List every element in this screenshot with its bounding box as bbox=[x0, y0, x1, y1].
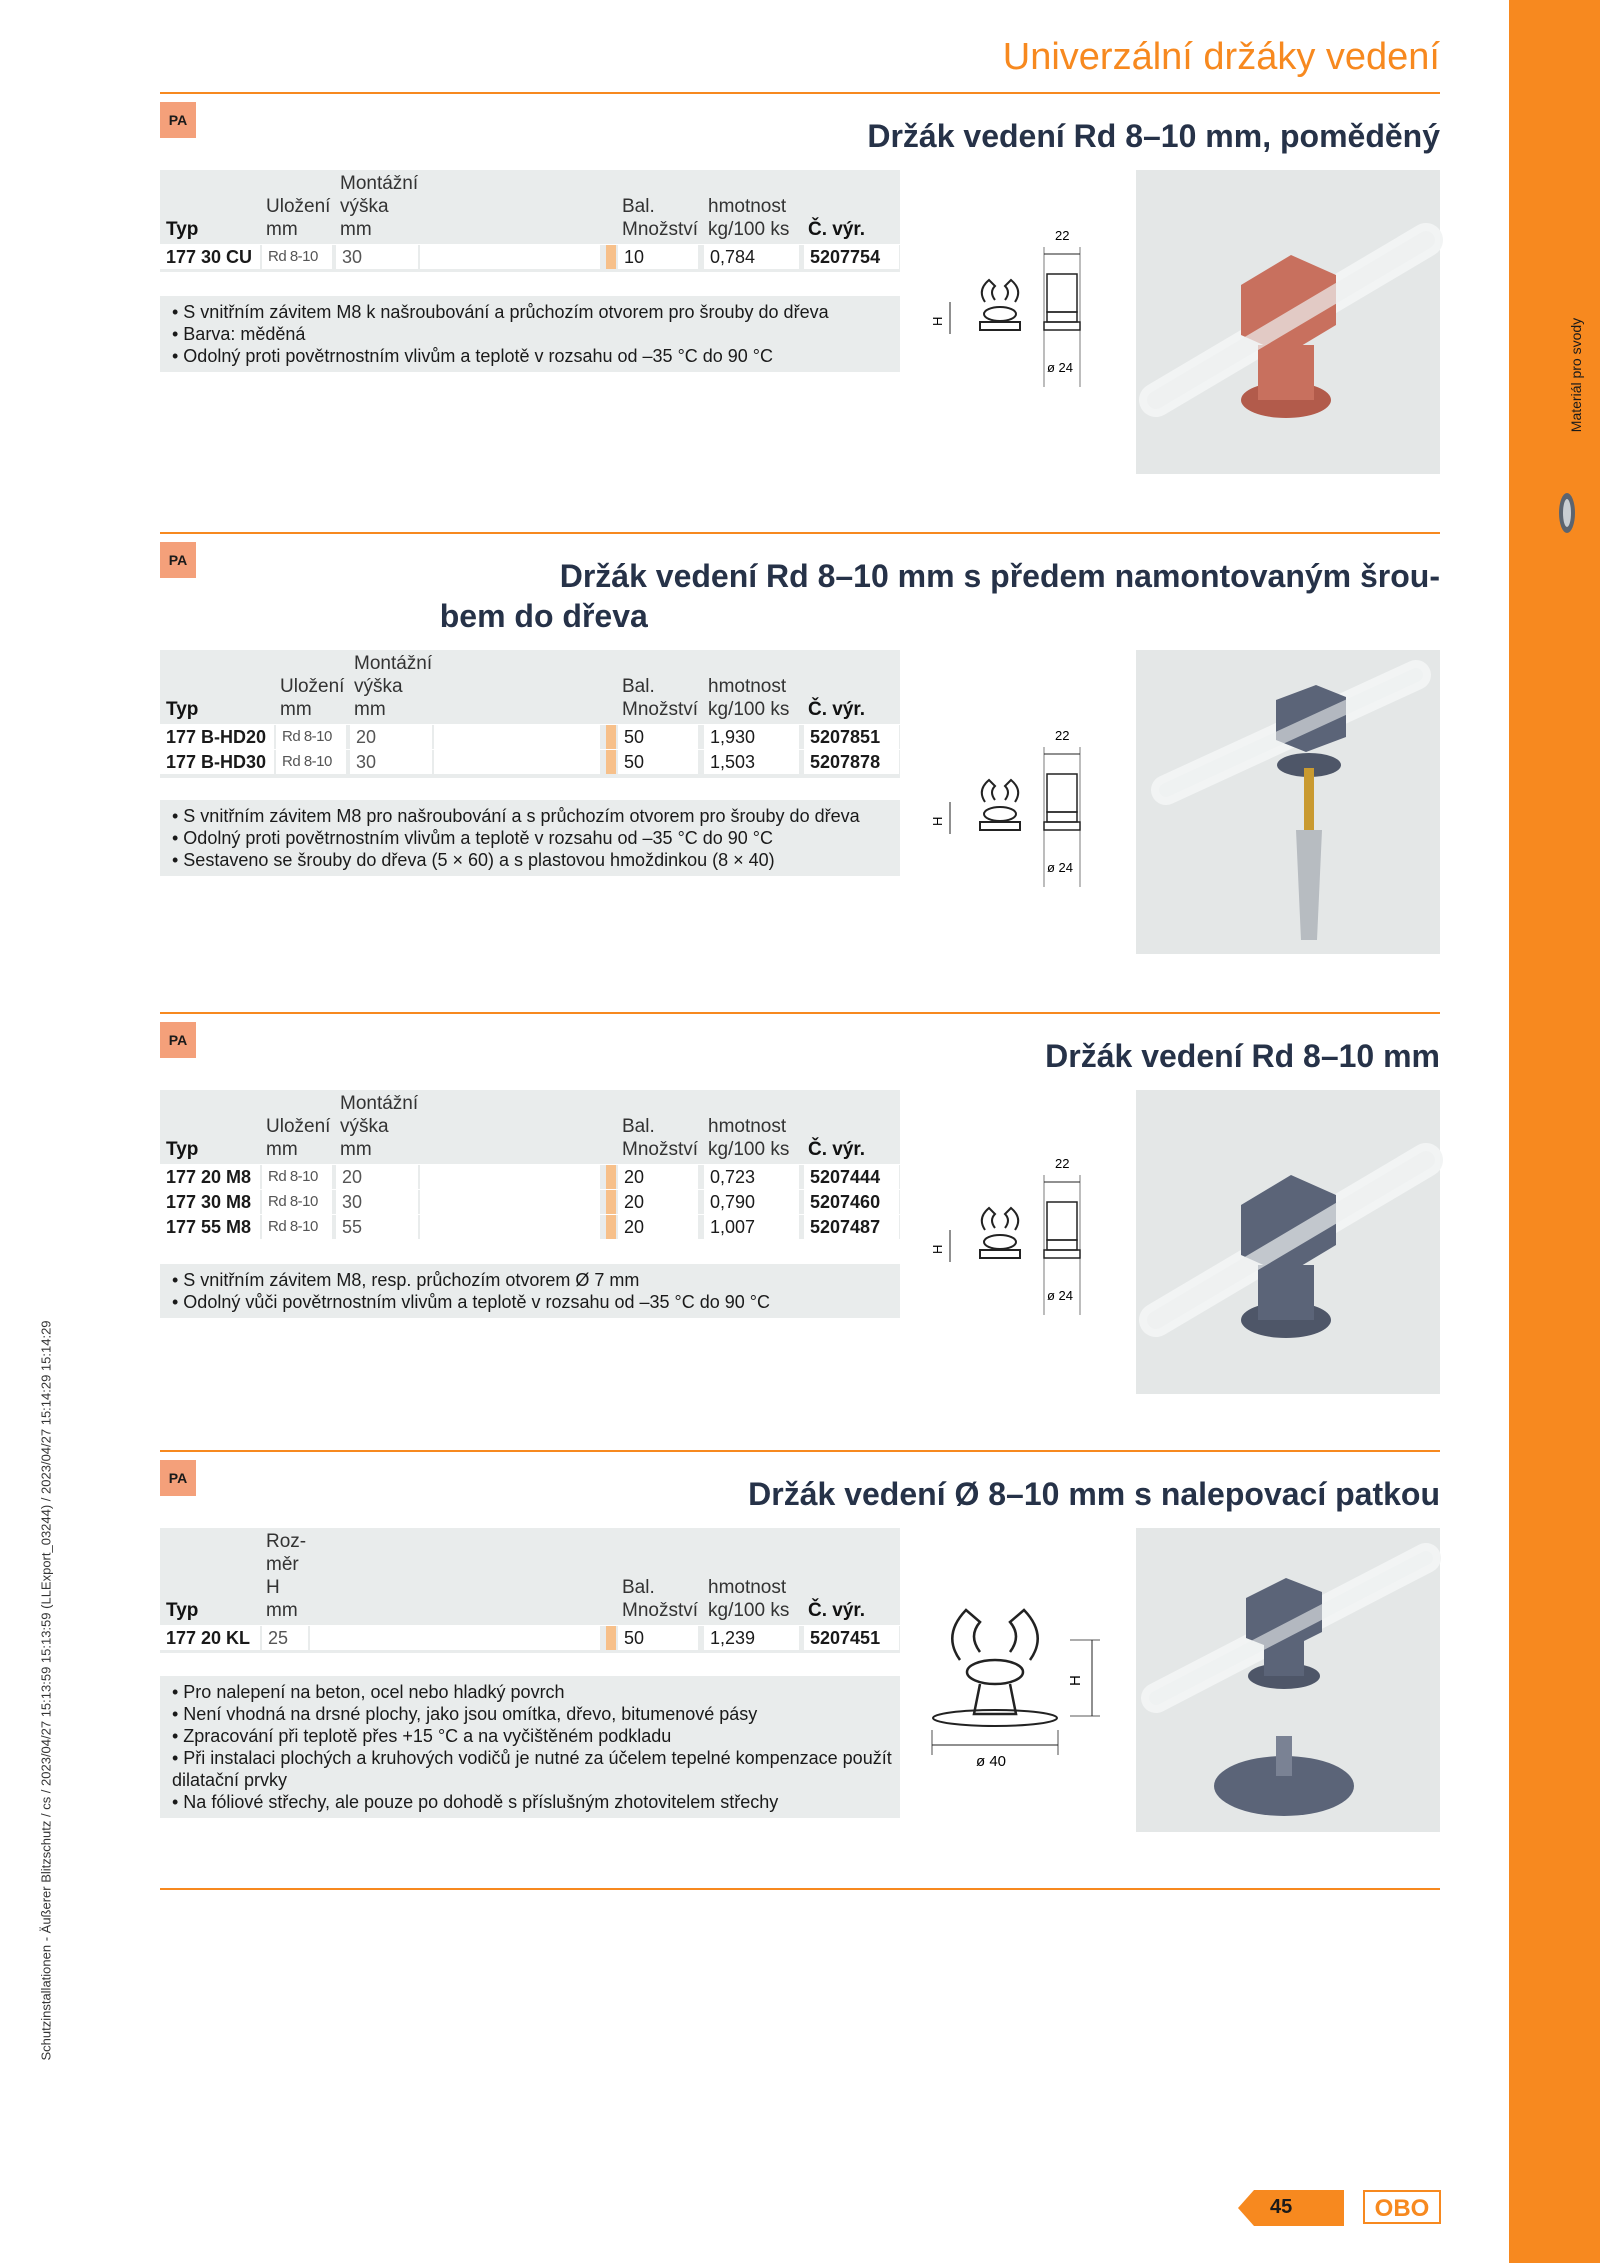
cell-montazni: 55 bbox=[336, 1215, 418, 1239]
col-header-typ: Typ bbox=[166, 699, 199, 720]
cell-marker bbox=[606, 750, 616, 774]
col-header-hmotnost-unit: kg/100 ks bbox=[708, 1139, 790, 1160]
product-photo bbox=[1136, 1090, 1440, 1394]
divider bbox=[160, 1012, 1440, 1014]
cell-blank bbox=[420, 1165, 600, 1189]
table-row bbox=[160, 1189, 900, 1214]
product-photo bbox=[1136, 1528, 1440, 1832]
cell-marker bbox=[606, 1215, 616, 1239]
col-header-montazni: Montážní bbox=[340, 173, 419, 194]
notes-box bbox=[160, 1676, 900, 1818]
product-photo bbox=[1136, 650, 1440, 954]
cell-cvyr: 5207444 bbox=[804, 1165, 899, 1189]
product-table bbox=[160, 650, 900, 778]
col-header-ulozeni-unit: mm bbox=[266, 219, 298, 240]
col-header-cvyr: Č. výr. bbox=[808, 1139, 866, 1160]
cell-typ: 177 55 M8 bbox=[160, 1215, 260, 1239]
note-line: • S vnitřním závitem M8, resp. průchozím otvorem Ø 7 mm bbox=[172, 1270, 640, 1290]
material-badge: PA bbox=[160, 1022, 196, 1058]
col-header-bal: Bal. bbox=[622, 1577, 655, 1598]
cell-montazni: 30 bbox=[336, 1190, 418, 1214]
material-badge: PA bbox=[160, 542, 196, 578]
note-line: • Barva: měděná bbox=[172, 324, 306, 344]
page-number: 45 bbox=[1270, 2196, 1293, 2218]
cell-mnozstvi: 20 bbox=[618, 1190, 698, 1214]
cell-hmotnost: 1,930 bbox=[704, 725, 799, 749]
divider bbox=[160, 532, 1440, 534]
material-badge: PA bbox=[160, 102, 196, 138]
cell-marker bbox=[606, 725, 616, 749]
col-header-bal: Bal. bbox=[622, 676, 655, 697]
divider bbox=[160, 1888, 1440, 1890]
col-header-typ: Typ bbox=[166, 219, 199, 240]
section-title: Držák vedení Ø 8–10 mm s nalepovací patkou bbox=[748, 1476, 1440, 1512]
cell-cvyr: 5207878 bbox=[804, 750, 899, 774]
cell-blank bbox=[420, 1215, 600, 1239]
cell-ulozeni: Rd 8-10 bbox=[262, 1165, 332, 1189]
section-title: Držák vedení Rd 8–10 mm, poměděný bbox=[867, 118, 1440, 154]
col-header-hmotnost-unit: kg/100 ks bbox=[708, 699, 790, 720]
cell-typ: 177 20 KL bbox=[160, 1626, 260, 1650]
cell-hmotnost: 1,503 bbox=[704, 750, 799, 774]
dim-diameter-label: ø 24 bbox=[1047, 360, 1074, 375]
dim-h-label: H bbox=[930, 816, 945, 826]
section-title-line: bem do dřeva bbox=[439, 598, 648, 634]
print-metadata: Schutzinstallationen - Äußerer Blitzschutz / cs / 2023/04/27 15:13:59 15:13:59 (LLExport_03244) / 2023/04/27 15:14:29 15:14:29 bbox=[38, 1319, 54, 2061]
note-line: • S vnitřním závitem M8 k našroubování a průchozím otvorem pro šrouby do dřeva bbox=[172, 302, 829, 322]
conductor-holder-icon bbox=[1556, 490, 1578, 536]
col-header-rozmer: Roz- bbox=[266, 1531, 307, 1552]
cell-mnozstvi: 50 bbox=[618, 750, 698, 774]
table-row bbox=[160, 1214, 900, 1239]
cell-typ: 177 B-HD20 bbox=[160, 725, 274, 749]
technical-drawing bbox=[930, 228, 1130, 392]
table-row bbox=[160, 1625, 900, 1650]
section-title-line: Držák vedení Rd 8–10 mm s předem namontovaným šrou- bbox=[559, 558, 1440, 594]
col-header-typ: Typ bbox=[166, 1600, 199, 1621]
cell-mnozstvi: 10 bbox=[618, 245, 698, 269]
note-line: • Odolný proti povětrnostním vlivům a teplotě v rozsahu od –35 °C do 90 °C bbox=[172, 828, 774, 848]
table-row bbox=[160, 724, 900, 749]
notes-box bbox=[160, 296, 900, 372]
note-line: • Při instalaci plochých a kruhových vodičů je nutné za účelem tepelné kompenzace použít bbox=[172, 1748, 892, 1768]
cell-rozmer: 25 bbox=[262, 1626, 308, 1650]
col-header-rozmer-unit: mm bbox=[266, 1600, 298, 1621]
col-header-montazni-unit: mm bbox=[340, 219, 372, 240]
cell-typ: 177 30 M8 bbox=[160, 1190, 260, 1214]
col-header-ulozeni: Uložení bbox=[266, 1116, 331, 1137]
dim-width-label: 22 bbox=[1055, 728, 1070, 743]
col-header-bal: Bal. bbox=[622, 1116, 655, 1137]
product-section-2 bbox=[160, 542, 1440, 982]
cell-cvyr: 5207460 bbox=[804, 1190, 899, 1214]
col-header-rozmer: měr bbox=[266, 1554, 299, 1575]
cell-typ: 177 B-HD30 bbox=[160, 750, 274, 774]
col-header-montazni: Montážní bbox=[354, 653, 433, 674]
col-header-mnozstvi: Množství bbox=[622, 1139, 699, 1160]
note-line: • S vnitřním závitem M8 pro našroubování a s průchozím otvorem pro šrouby do dřeva bbox=[172, 806, 860, 826]
col-header-cvyr: Č. výr. bbox=[808, 1600, 866, 1621]
col-header-ulozeni-unit: mm bbox=[266, 1139, 298, 1160]
dim-h-label: H bbox=[930, 316, 945, 326]
col-header-ulozeni-unit: mm bbox=[280, 699, 312, 720]
side-category-label: Materiál pro svody bbox=[1568, 317, 1585, 433]
table-row bbox=[160, 1164, 900, 1189]
col-header-mnozstvi: Množství bbox=[622, 1600, 699, 1621]
obo-logo bbox=[1363, 2190, 1441, 2224]
col-header-mnozstvi: Množství bbox=[622, 219, 699, 240]
side-orange-bar bbox=[1509, 0, 1600, 2263]
note-line: • Na fóliové střechy, ale pouze po dohodě s příslušným zhotovitelem střechy bbox=[172, 1792, 779, 1812]
cell-hmotnost: 1,007 bbox=[704, 1215, 799, 1239]
technical-drawing bbox=[930, 1156, 1130, 1320]
col-header-bal: Bal. bbox=[622, 196, 655, 217]
dim-diameter-label: ø 24 bbox=[1047, 860, 1074, 875]
cell-blank bbox=[310, 1626, 600, 1650]
product-table bbox=[160, 1528, 900, 1653]
dim-h-label: H bbox=[1067, 1675, 1084, 1686]
col-header-cvyr: Č. výr. bbox=[808, 699, 866, 720]
section-title: Držák vedení Rd 8–10 mm bbox=[1045, 1038, 1440, 1074]
col-header-hmotnost: hmotnost bbox=[708, 196, 787, 217]
product-section-3 bbox=[160, 1022, 1440, 1422]
product-photo bbox=[1136, 170, 1440, 474]
col-header-hmotnost-unit: kg/100 ks bbox=[708, 219, 790, 240]
cell-blank bbox=[434, 750, 600, 774]
cell-cvyr: 5207851 bbox=[804, 725, 899, 749]
cell-marker bbox=[606, 1190, 616, 1214]
col-header-montazni-unit: mm bbox=[340, 1139, 372, 1160]
col-header-hmotnost: hmotnost bbox=[708, 1116, 787, 1137]
dim-width-label: 22 bbox=[1055, 228, 1070, 243]
col-header-typ: Typ bbox=[166, 1139, 199, 1160]
col-header-montazni-unit: mm bbox=[354, 699, 386, 720]
product-table bbox=[160, 170, 900, 272]
cell-montazni: 20 bbox=[350, 725, 432, 749]
dim-diameter-label: ø 24 bbox=[1047, 1288, 1074, 1303]
cell-montazni: 30 bbox=[350, 750, 432, 774]
cell-cvyr: 5207754 bbox=[804, 245, 899, 269]
table-row bbox=[160, 749, 900, 774]
technical-drawing bbox=[930, 728, 1130, 892]
table-row bbox=[160, 244, 900, 269]
cell-blank bbox=[420, 1190, 600, 1214]
product-section-4 bbox=[160, 1460, 1440, 1880]
cell-cvyr: 5207451 bbox=[804, 1626, 899, 1650]
cell-typ: 177 30 CU bbox=[160, 245, 260, 269]
logo-text: OBO bbox=[1374, 2195, 1430, 2222]
note-line: dilatační prvky bbox=[172, 1770, 288, 1790]
note-line: • Sestaveno se šrouby do dřeva (5 × 60) a s plastovou hmoždinkou (8 × 40) bbox=[172, 850, 775, 870]
technical-drawing bbox=[920, 1580, 1130, 1780]
section-title bbox=[439, 556, 1440, 636]
col-header-hmotnost: hmotnost bbox=[708, 676, 787, 697]
product-table bbox=[160, 1090, 900, 1238]
cell-hmotnost: 0,784 bbox=[704, 245, 799, 269]
cell-ulozeni: Rd 8-10 bbox=[262, 245, 332, 269]
col-header-mnozstvi: Množství bbox=[622, 699, 699, 720]
product-section-1 bbox=[160, 102, 1440, 482]
cell-marker bbox=[606, 1165, 616, 1189]
cell-mnozstvi: 50 bbox=[618, 1626, 698, 1650]
col-header-cvyr: Č. výr. bbox=[808, 219, 866, 240]
cell-mnozstvi: 20 bbox=[618, 1165, 698, 1189]
cell-montazni: 20 bbox=[336, 1165, 418, 1189]
cell-hmotnost: 1,239 bbox=[704, 1626, 799, 1650]
col-header-montazni: výška bbox=[354, 676, 403, 697]
divider bbox=[160, 92, 1440, 94]
notes-box bbox=[160, 800, 900, 876]
col-header-ulozeni: Uložení bbox=[266, 196, 331, 217]
note-line: • Není vhodná na drsné plochy, jako jsou omítka, dřevo, bitumenové pásy bbox=[172, 1704, 758, 1724]
cell-ulozeni: Rd 8-10 bbox=[276, 750, 346, 774]
note-line: • Zpracování při teplotě přes +15 °C a na vyčištěném podkladu bbox=[172, 1726, 672, 1746]
col-header-montazni: výška bbox=[340, 196, 389, 217]
divider bbox=[160, 1450, 1440, 1452]
note-line: • Pro nalepení na beton, ocel nebo hladký povrch bbox=[172, 1682, 565, 1702]
cell-typ: 177 20 M8 bbox=[160, 1165, 260, 1189]
note-line: • Odolný proti povětrnostním vlivům a teplotě v rozsahu od –35 °C do 90 °C bbox=[172, 346, 774, 366]
page-number-tab bbox=[1238, 2190, 1344, 2226]
cell-montazni: 30 bbox=[336, 245, 418, 269]
cell-marker bbox=[606, 245, 616, 269]
notes-box bbox=[160, 1264, 900, 1318]
page-title: Univerzální držáky vedení bbox=[1002, 36, 1440, 78]
col-header-montazni: Montážní bbox=[340, 1093, 419, 1114]
dim-h-label: H bbox=[930, 1244, 945, 1254]
col-header-rozmer: H bbox=[266, 1577, 280, 1598]
cell-ulozeni: Rd 8-10 bbox=[262, 1190, 332, 1214]
note-line: • Odolný vůči povětrnostním vlivům a teplotě v rozsahu od –35 °C do 90 °C bbox=[172, 1292, 770, 1312]
cell-ulozeni: Rd 8-10 bbox=[276, 725, 346, 749]
dim-width-label: 22 bbox=[1055, 1156, 1070, 1171]
cell-hmotnost: 0,790 bbox=[704, 1190, 799, 1214]
cell-blank bbox=[434, 725, 600, 749]
col-header-ulozeni: Uložení bbox=[280, 676, 345, 697]
col-header-hmotnost: hmotnost bbox=[708, 1577, 787, 1598]
col-header-hmotnost-unit: kg/100 ks bbox=[708, 1600, 790, 1621]
cell-mnozstvi: 20 bbox=[618, 1215, 698, 1239]
cell-cvyr: 5207487 bbox=[804, 1215, 899, 1239]
cell-hmotnost: 0,723 bbox=[704, 1165, 799, 1189]
cell-blank bbox=[420, 245, 600, 269]
cell-mnozstvi: 50 bbox=[618, 725, 698, 749]
col-header-montazni: výška bbox=[340, 1116, 389, 1137]
material-badge: PA bbox=[160, 1460, 196, 1496]
dim-diameter-label: ø 40 bbox=[976, 1753, 1007, 1770]
cell-marker bbox=[606, 1626, 616, 1650]
cell-ulozeni: Rd 8-10 bbox=[262, 1215, 332, 1239]
